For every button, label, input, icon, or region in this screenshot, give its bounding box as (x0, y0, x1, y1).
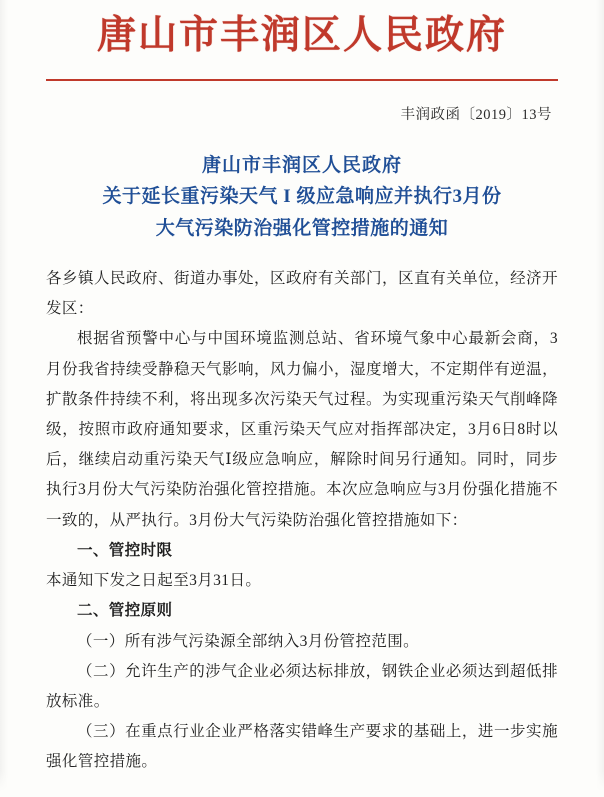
page-edge-shadow-right (596, 0, 604, 797)
document-title-line-3: 大气污染防治强化管控措施的通知 (155, 217, 449, 239)
addressee-line: 各乡镇人民政府、街道办事处，区政府有关部门，区直有关单位，经济开发区： (46, 269, 558, 318)
body-paragraph-2: 本通知下发之日起至3月31日。 (46, 572, 262, 590)
section-heading-1: 一、管控时限 (77, 541, 173, 559)
letterhead (46, 0, 558, 81)
document-number: 丰润政函〔2019〕13号 (400, 106, 552, 123)
page-edge-shadow-left (0, 0, 8, 797)
section-heading-2: 二、管控原则 (77, 602, 173, 620)
document-title (46, 150, 558, 244)
letterhead-title: 唐山市丰润区人民政府 (96, 14, 507, 57)
document-body (46, 264, 558, 778)
document-title-line-1: 唐山市丰润区人民政府 (201, 154, 402, 176)
body-paragraph-1: 根据省预警中心与中国环境监测总站、省环境气象中心最新会商，3月份我省持续受静稳天气影响，风力偏小，湿度增大，不定期伴有逆温，扩散条件持续不利，将出现多次污染天气过程。为实现重污染天气削峰降级，按照市政府通知要求，区重污染天气应对指挥部决定，3月6日8时以后，继续启动重污染天气Ⅰ级应急响应，解除时间另行通知。同时，同步执行3月份大气污染防治强化管控措施。本次应急响应与3月份强化措施不一致的，从严执行。3月份大气污染防治强化管控措施如下： (46, 330, 558, 529)
letterhead-divider (46, 79, 558, 81)
list-item-2: （二）允许生产的涉气企业必须达标排放，钢铁企业必须达到超低排放标准。 (46, 662, 558, 710)
document-title-line-2: 关于延长重污染天气 I 级应急响应并执行3月份 (102, 186, 502, 208)
list-item-3: （三）在重点行业企业严格落实错峰生产要求的基础上，进一步实施强化管控措施。 (46, 723, 558, 771)
list-item-1: （一）所有涉气污染源全部纳入3月份管控范围。 (77, 632, 420, 650)
